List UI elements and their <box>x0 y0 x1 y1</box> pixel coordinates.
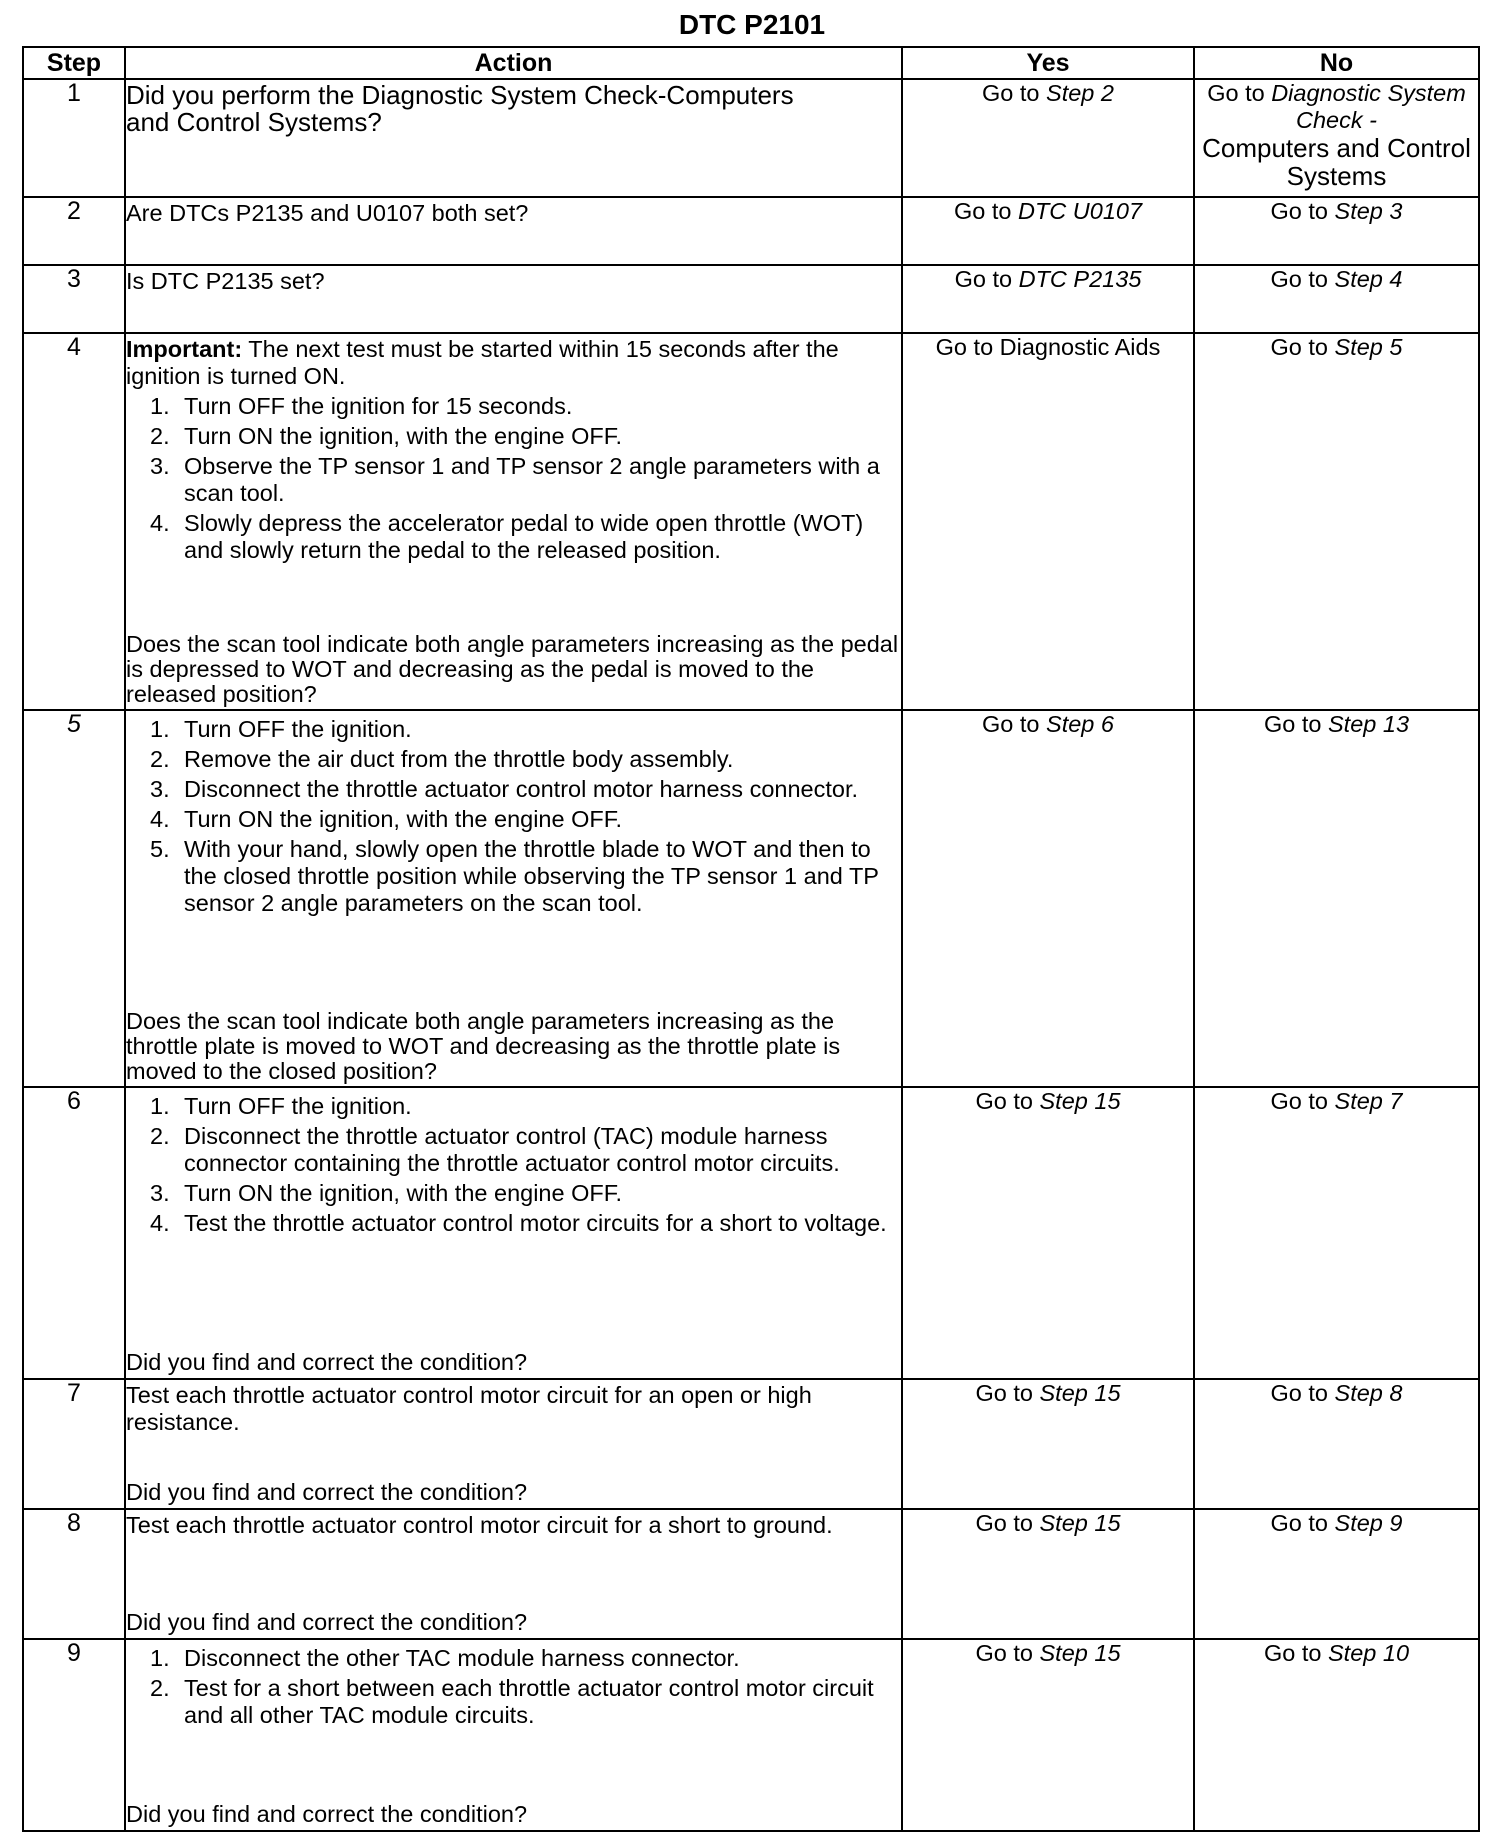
step-number: 4 <box>23 333 125 710</box>
yes-cell[interactable] <box>902 1087 1194 1379</box>
step-number: 8 <box>23 1509 125 1639</box>
action-cell <box>125 265 902 333</box>
substep-text: Slowly depress the accelerator pedal to wide open throttle (WOT) and slowly return the pedal to the released position. <box>184 510 864 563</box>
table-row <box>23 333 1479 710</box>
table-row <box>23 1379 1479 1509</box>
table-row <box>23 265 1479 333</box>
no-cell[interactable] <box>1194 265 1479 333</box>
yes-cell[interactable] <box>902 1639 1194 1831</box>
yes-link[interactable]: Step 15 <box>1039 1510 1121 1536</box>
action-cell <box>125 197 902 265</box>
yes-prefix: Go to <box>975 1510 1040 1536</box>
action-text: and Control Systems? <box>126 107 382 137</box>
page-title: DTC P2101 <box>678 9 826 40</box>
yes-text[interactable]: Go to Diagnostic Aids <box>935 334 1161 360</box>
substep-text: Disconnect the throttle actuator control motor harness connector. <box>184 776 859 802</box>
substep <box>150 423 901 450</box>
no-prefix: Go to <box>1270 334 1335 360</box>
header-action: Action <box>125 47 902 79</box>
substep-number: 2. <box>150 1675 170 1701</box>
substep-number: 2. <box>150 746 170 772</box>
no-link[interactable]: Step 10 <box>1328 1640 1410 1666</box>
no-cell[interactable] <box>1194 197 1479 265</box>
no-prefix: Go to <box>1270 1380 1335 1406</box>
yes-link[interactable]: Step 15 <box>1039 1380 1121 1406</box>
table-row <box>23 1639 1479 1831</box>
yes-prefix: Go to <box>975 1088 1040 1114</box>
important-text: The next test must be started within 15 seconds after the ignition is turned ON. <box>126 336 839 389</box>
substep <box>150 1180 901 1207</box>
yes-cell[interactable] <box>902 333 1194 710</box>
substep-number: 1. <box>150 393 170 419</box>
yes-link[interactable]: Step 15 <box>1039 1088 1121 1114</box>
no-link[interactable]: Step 13 <box>1328 711 1410 737</box>
table-row <box>23 1509 1479 1639</box>
table-header-row <box>23 47 1479 79</box>
no-link[interactable]: Step 8 <box>1334 1380 1403 1406</box>
action-cell <box>125 1379 902 1509</box>
substep-text: Test for a short between each throttle actuator control motor circuit and all other TAC module circuits. <box>184 1675 874 1728</box>
substep <box>150 1093 901 1120</box>
no-cell[interactable] <box>1194 79 1479 197</box>
important-label: Important: <box>126 336 243 362</box>
substep-text: Disconnect the other TAC module harness connector. <box>184 1645 740 1671</box>
substep-number: 2. <box>150 423 170 449</box>
yes-link[interactable]: DTC U0107 <box>1017 198 1143 224</box>
yes-cell[interactable] <box>902 710 1194 1087</box>
yes-prefix: Go to <box>975 1380 1040 1406</box>
no-cell[interactable] <box>1194 1087 1479 1379</box>
no-link[interactable]: Step 4 <box>1334 266 1403 292</box>
substep-number: 4. <box>150 806 170 832</box>
no-link[interactable]: Step 9 <box>1334 1510 1403 1536</box>
no-prefix: Go to <box>1270 1088 1335 1114</box>
action-cell <box>125 333 902 710</box>
no-prefix: Go to <box>1270 198 1335 224</box>
no-cell[interactable] <box>1194 1379 1479 1509</box>
no-link[interactable]: Step 7 <box>1334 1088 1403 1114</box>
no-link[interactable]: Diagnostic System Check - <box>1271 80 1466 133</box>
substep-text: Turn OFF the ignition for 15 seconds. <box>184 393 573 419</box>
substep-text: Disconnect the throttle actuator control (TAC) module harness connector containing the throttle actuator control motor circuits. <box>184 1123 840 1176</box>
no-rest[interactable]: Computers and Control Systems <box>1202 133 1471 191</box>
substep <box>150 453 901 507</box>
step-number: 5 <box>23 710 125 1087</box>
yes-prefix: Go to <box>975 1640 1040 1666</box>
question-text: Did you find and correct the condition? <box>126 1609 528 1635</box>
no-cell[interactable] <box>1194 710 1479 1087</box>
substep-text: Remove the air duct from the throttle body assembly. <box>184 746 734 772</box>
substep <box>150 716 901 743</box>
substep-number: 4. <box>150 1210 170 1236</box>
substep-text: Turn ON the ignition, with the engine OFF. <box>184 423 623 449</box>
table-row <box>23 197 1479 265</box>
question-text: Did you find and correct the condition? <box>126 1479 528 1505</box>
important-note <box>126 336 901 390</box>
table-row <box>23 1087 1479 1379</box>
yes-link[interactable]: Step 6 <box>1046 711 1114 737</box>
substep-text: Test the throttle actuator control motor circuits for a short to voltage. <box>184 1210 887 1236</box>
no-cell[interactable] <box>1194 1509 1479 1639</box>
yes-cell[interactable] <box>902 79 1194 197</box>
step-number: 7 <box>23 1379 125 1509</box>
substep-number: 1. <box>150 716 170 742</box>
yes-cell[interactable] <box>902 1379 1194 1509</box>
yes-cell[interactable] <box>902 197 1194 265</box>
yes-link[interactable]: Step 15 <box>1039 1640 1121 1666</box>
substep-number: 4. <box>150 510 170 536</box>
step-number: 9 <box>23 1639 125 1831</box>
no-prefix: Go to <box>1263 711 1328 737</box>
action-text: Test each throttle actuator control motor circuit for an open or high resistance. <box>126 1382 812 1435</box>
substep <box>150 1210 901 1237</box>
substep <box>150 393 901 420</box>
header-no: No <box>1194 47 1479 79</box>
step-number: 3 <box>23 265 125 333</box>
action-cell <box>125 1639 902 1831</box>
header-yes: Yes <box>902 47 1194 79</box>
diagnostic-table <box>22 46 1480 1832</box>
header-step: Step <box>23 47 125 79</box>
table-row <box>23 710 1479 1087</box>
question-text: Does the scan tool indicate both angle parameters increasing as the throttle plate is moved to WOT and decreasing as the throttle plate is moved to the closed position? <box>126 1008 841 1084</box>
substep-number: 3. <box>150 776 170 802</box>
substep-number: 1. <box>150 1093 170 1119</box>
question-text: Did you find and correct the condition? <box>126 1349 528 1375</box>
substep <box>150 776 901 803</box>
yes-cell[interactable] <box>902 265 1194 333</box>
action-cell <box>125 1087 902 1379</box>
no-prefix: Go to <box>1263 1640 1328 1666</box>
substep <box>150 1123 901 1177</box>
yes-prefix: Go to <box>982 80 1047 106</box>
action-text: Did you perform the Diagnostic System Check-Computers <box>126 80 794 110</box>
yes-prefix: Go to <box>982 711 1047 737</box>
substep-number: 1. <box>150 1645 170 1671</box>
substep-number: 3. <box>150 1180 170 1206</box>
no-prefix: Go to <box>1270 1510 1335 1536</box>
yes-cell[interactable] <box>902 1509 1194 1639</box>
no-prefix: Go to <box>1270 266 1335 292</box>
substep-text: Turn OFF the ignition. <box>184 1093 412 1119</box>
step-number: 1 <box>23 79 125 197</box>
action-text: Is DTC P2135 set? <box>126 268 325 294</box>
substep-text: Turn ON the ignition, with the engine OFF. <box>184 806 623 832</box>
yes-link[interactable]: DTC P2135 <box>1018 266 1142 292</box>
substep-text: With your hand, slowly open the throttle blade to WOT and then to the closed throttle position while observing the TP sensor 1 and TP sensor 2 angle parameters on the scan tool. <box>184 836 879 916</box>
substep <box>150 1675 901 1729</box>
yes-prefix: Go to <box>954 266 1019 292</box>
action-cell <box>125 1509 902 1639</box>
substep <box>150 1645 901 1672</box>
table-row <box>23 79 1479 197</box>
no-link[interactable]: Step 3 <box>1334 198 1403 224</box>
no-cell[interactable] <box>1194 333 1479 710</box>
substep-text: Turn OFF the ignition. <box>184 716 412 742</box>
substep <box>150 836 901 917</box>
step-number: 2 <box>23 197 125 265</box>
substep <box>150 510 901 564</box>
yes-prefix: Go to <box>953 198 1018 224</box>
substep <box>150 806 901 833</box>
no-prefix: Go to <box>1207 80 1272 106</box>
substep-number: 2. <box>150 1123 170 1149</box>
substep-text: Observe the TP sensor 1 and TP sensor 2 angle parameters with a scan tool. <box>184 453 880 506</box>
action-cell <box>125 710 902 1087</box>
step-number: 6 <box>23 1087 125 1379</box>
action-text: Are DTCs P2135 and U0107 both set? <box>126 200 529 226</box>
question-text: Does the scan tool indicate both angle parameters increasing as the pedal is depressed to WOT and decreasing as the pedal is moved to the released position? <box>126 631 899 707</box>
action-cell <box>125 79 902 197</box>
substep-number: 3. <box>150 453 170 479</box>
substep <box>150 746 901 773</box>
substep-number: 5. <box>150 836 170 862</box>
substep-text: Turn ON the ignition, with the engine OFF. <box>184 1180 623 1206</box>
no-cell[interactable] <box>1194 1639 1479 1831</box>
question-text: Did you find and correct the condition? <box>126 1801 528 1827</box>
no-link[interactable]: Step 5 <box>1334 334 1403 360</box>
action-text: Test each throttle actuator control motor circuit for a short to ground. <box>126 1512 833 1538</box>
yes-link[interactable]: Step 2 <box>1046 80 1114 106</box>
